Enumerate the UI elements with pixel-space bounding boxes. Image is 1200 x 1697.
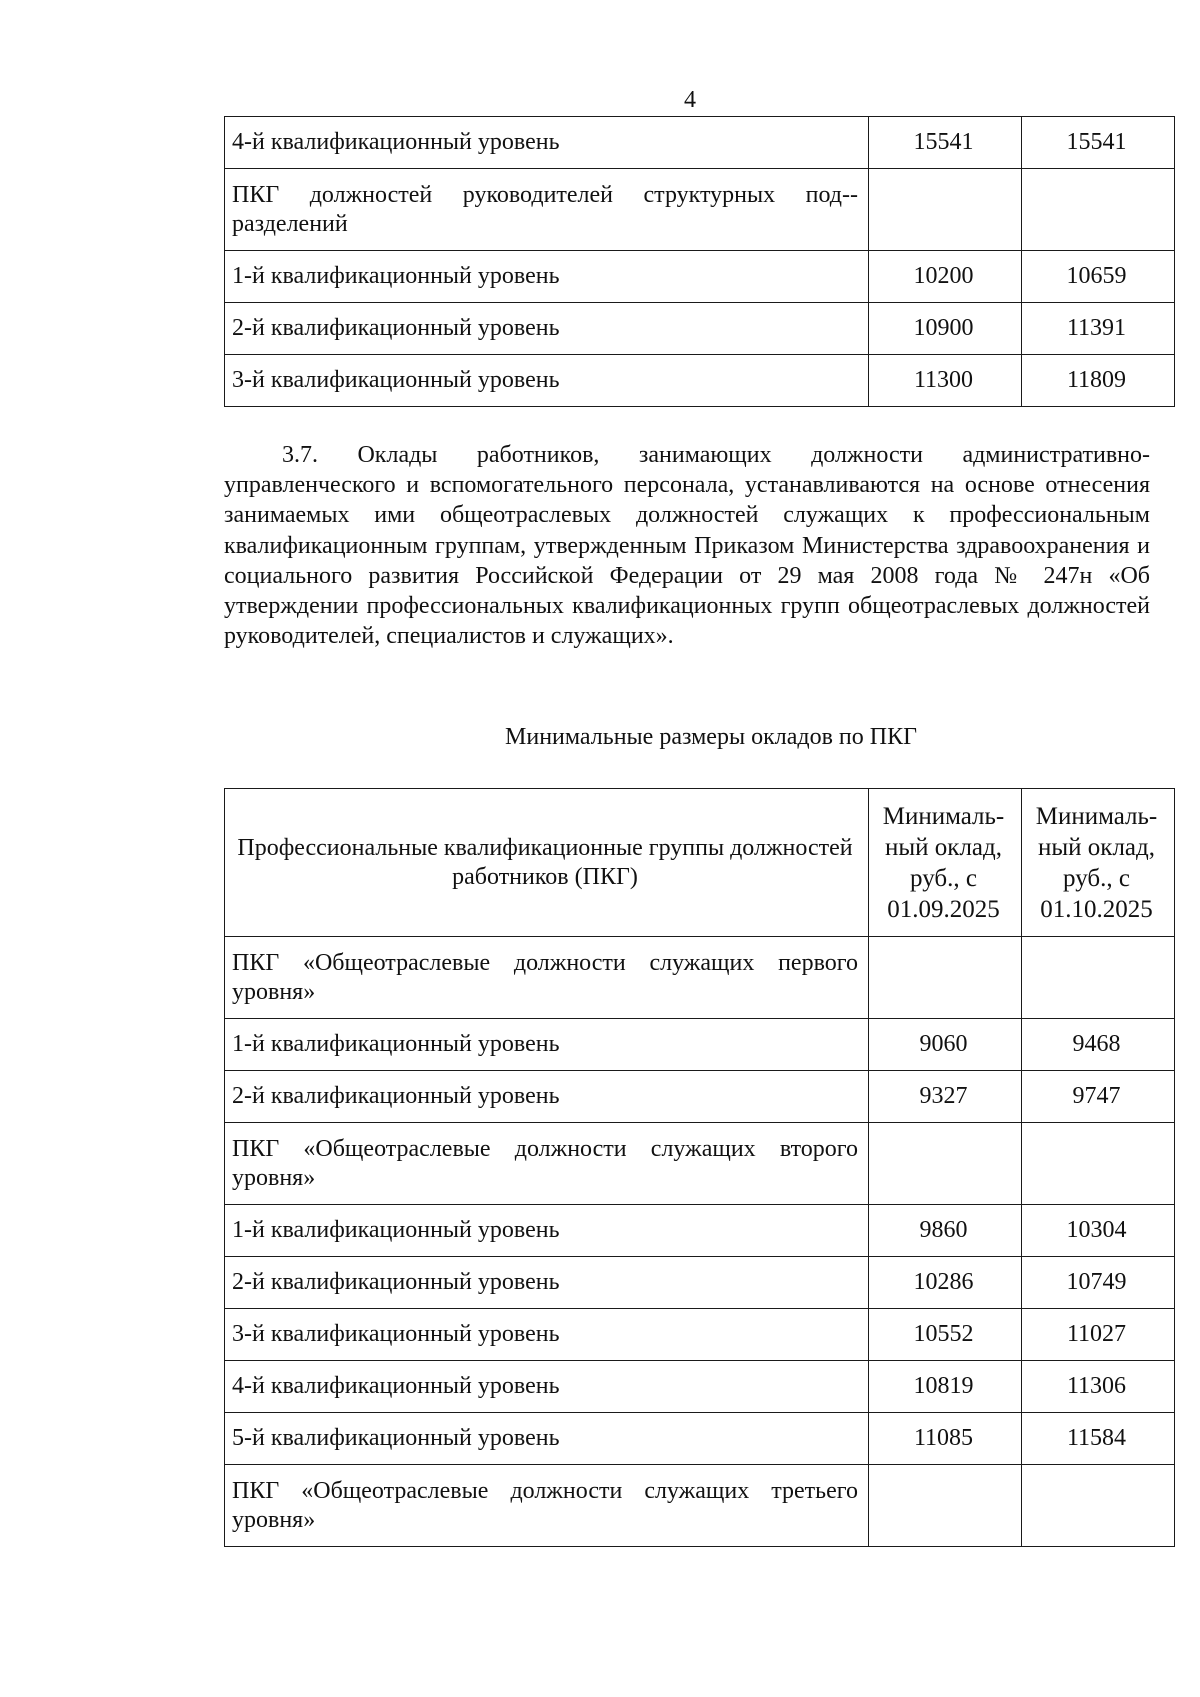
salary-table	[224, 788, 1175, 1547]
table-row	[225, 355, 1175, 407]
section-paragraph: 3.7. Оклады работников, занимающих должности административно-управленческого и вспомогательного персонала, устанавливаются на основе отнесения занимаемых ими общеотраслевых должностей служащих к профессиональным квалификационным группам, утвержденным Приказом Министерства здравоохранения и социального развития Российской Федерации от 29 мая 2008 года № 247н «Об утверждении профессиональных квалификационных групп общеотраслевых должностей руководителей, специалистов и служащих».	[224, 442, 1150, 650]
table-group-row	[225, 1123, 1175, 1205]
salary-cell-sep: 9327	[869, 1071, 1022, 1123]
salary-cell-oct: 15541	[1022, 117, 1175, 169]
table-group-row	[225, 937, 1175, 1019]
salary-cell-oct: 10659	[1022, 251, 1175, 303]
salary-cell-sep: 10900	[869, 303, 1022, 355]
salary-cell-sep: 9060	[869, 1019, 1022, 1071]
group-label: ПКГ «Общеотраслевые должности служащих второго уровня»	[225, 1123, 869, 1205]
salary-cell-oct	[1022, 1123, 1175, 1205]
salary-cell-oct	[1022, 937, 1175, 1019]
salary-cell-sep	[869, 1123, 1022, 1205]
table-row	[225, 303, 1175, 355]
row-label: 1-й квалификационный уровень	[225, 1205, 869, 1257]
header-pkg: Профессиональные квалификационные группы должностей работников (ПКГ)	[225, 789, 869, 937]
group-label: ПКГ должностей руководителей структурных под-разделений	[225, 169, 869, 251]
salary-cell-oct	[1022, 169, 1175, 251]
row-label: 5-й квалификационный уровень	[225, 1413, 869, 1465]
salary-cell-sep: 10286	[869, 1257, 1022, 1309]
salary-cell-sep	[869, 937, 1022, 1019]
row-label: 1-й квалификационный уровень	[225, 251, 869, 303]
table-row	[225, 1413, 1175, 1465]
table-row	[225, 1309, 1175, 1361]
salary-cell-oct: 11027	[1022, 1309, 1175, 1361]
salary-cell-oct: 10749	[1022, 1257, 1175, 1309]
row-label: 3-й квалификационный уровень	[225, 1309, 869, 1361]
salary-cell-oct: 11809	[1022, 355, 1175, 407]
page-number: 4	[684, 87, 696, 113]
row-label: 2-й квалификационный уровень	[225, 1071, 869, 1123]
header-salary-oct: Минималь-ный оклад, руб., с 01.10.2025	[1022, 789, 1175, 937]
salary-cell-sep: 10819	[869, 1361, 1022, 1413]
table-row	[225, 1071, 1175, 1123]
table-group-row	[225, 1465, 1175, 1547]
table-row	[225, 1019, 1175, 1071]
group-label: ПКГ «Общеотраслевые должности служащих первого уровня»	[225, 937, 869, 1019]
header-salary-sep: Минималь-ный оклад, руб., с 01.09.2025	[869, 789, 1022, 937]
salary-cell-sep: 10200	[869, 251, 1022, 303]
salary-cell-oct: 9468	[1022, 1019, 1175, 1071]
row-label: 1-й квалификационный уровень	[225, 1019, 869, 1071]
table-row	[225, 1205, 1175, 1257]
salary-cell-sep	[869, 169, 1022, 251]
salary-cell-sep: 15541	[869, 117, 1022, 169]
row-label: 4-й квалификационный уровень	[225, 117, 869, 169]
salary-cell-sep: 10552	[869, 1309, 1022, 1361]
salary-cell-oct: 10304	[1022, 1205, 1175, 1257]
row-label: 3-й квалификационный уровень	[225, 355, 869, 407]
salary-cell-sep: 11085	[869, 1413, 1022, 1465]
salary-cell-oct: 11306	[1022, 1361, 1175, 1413]
salary-cell-sep: 11300	[869, 355, 1022, 407]
salary-table-continued	[224, 116, 1175, 407]
salary-cell-oct: 11391	[1022, 303, 1175, 355]
row-label: 2-й квалификационный уровень	[225, 1257, 869, 1309]
salary-cell-oct	[1022, 1465, 1175, 1547]
table-group-row	[225, 169, 1175, 251]
salary-cell-sep	[869, 1465, 1022, 1547]
group-label: ПКГ «Общеотраслевые должности служащих третьего уровня»	[225, 1465, 869, 1547]
row-label: 4-й квалификационный уровень	[225, 1361, 869, 1413]
table-row	[225, 117, 1175, 169]
salary-cell-oct: 11584	[1022, 1413, 1175, 1465]
table-row	[225, 1361, 1175, 1413]
table-row	[225, 1257, 1175, 1309]
table-caption: Минимальные размеры окладов по ПКГ	[505, 724, 917, 750]
salary-cell-oct: 9747	[1022, 1071, 1175, 1123]
table-header-row	[225, 789, 1175, 937]
row-label: 2-й квалификационный уровень	[225, 303, 869, 355]
table-row	[225, 251, 1175, 303]
salary-cell-sep: 9860	[869, 1205, 1022, 1257]
